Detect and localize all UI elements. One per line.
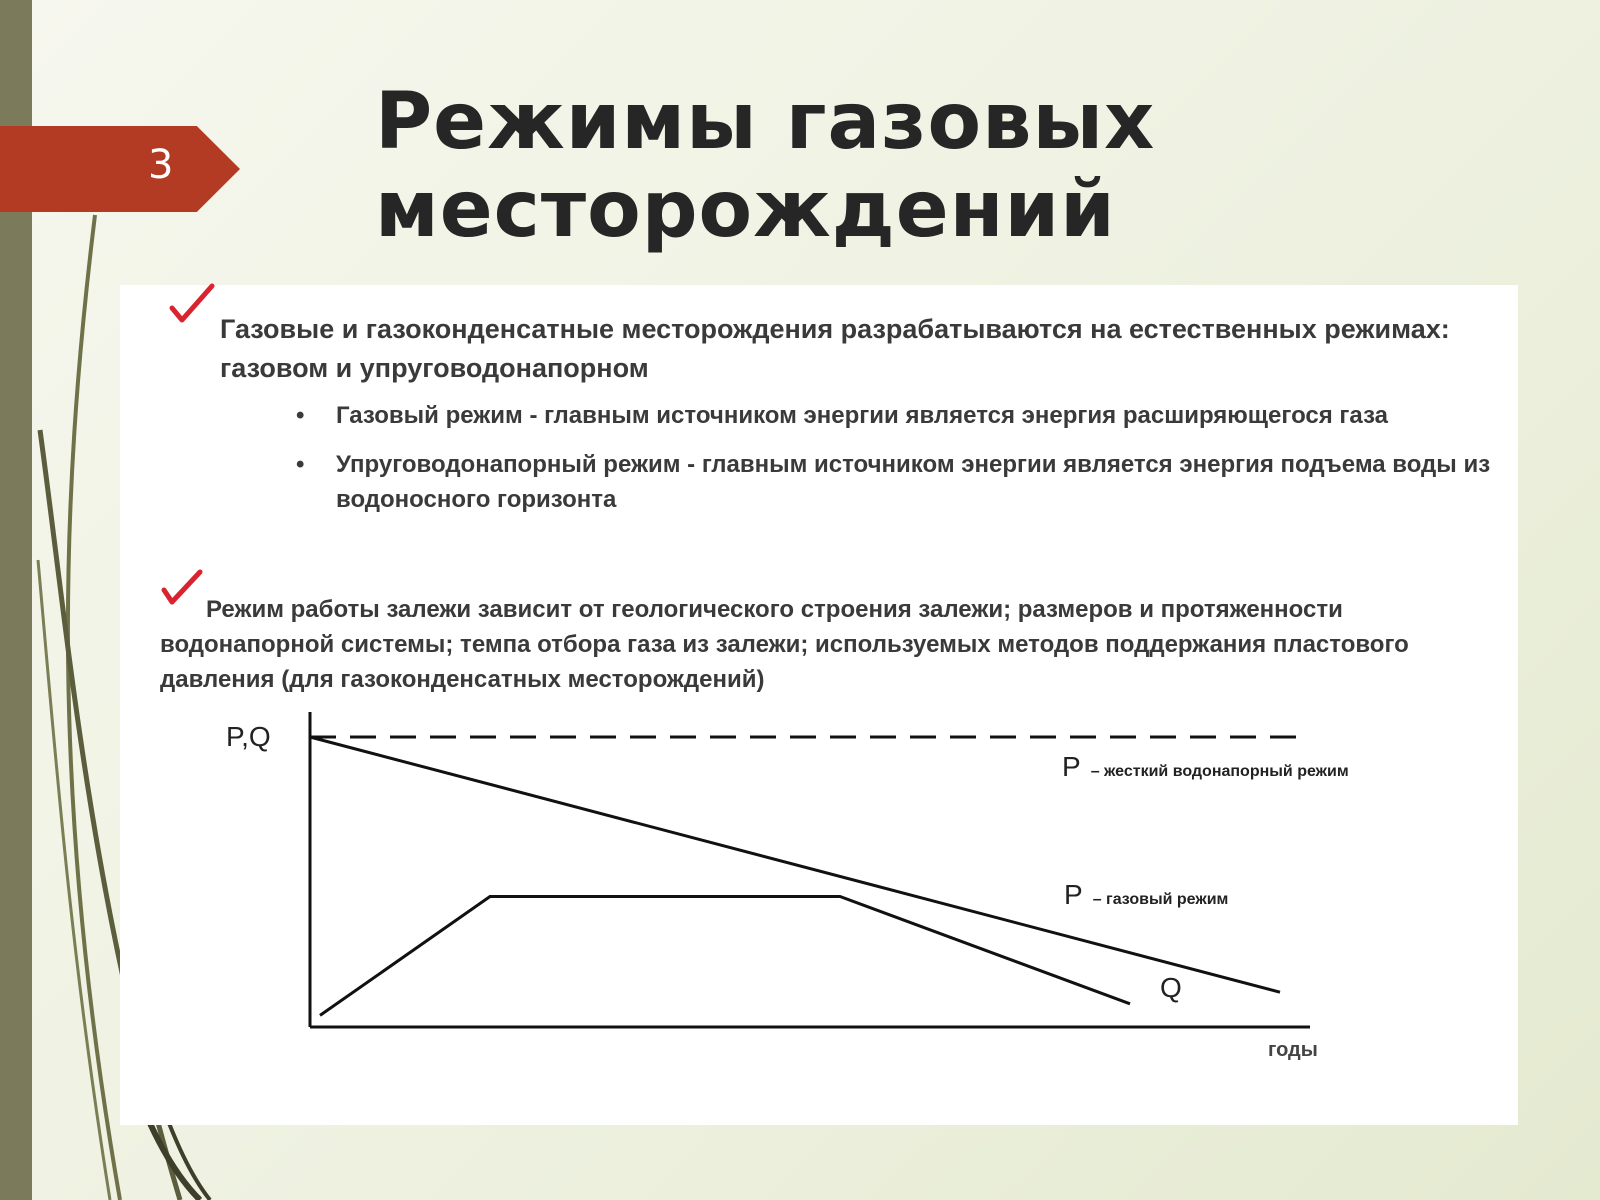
series-label-2 <box>1064 879 1228 910</box>
checkmark-icon <box>168 282 216 324</box>
slide-number-badge <box>0 126 240 212</box>
paragraph-gas-regimes: Газовые и газоконденсатные месторождения разрабатываются на естественных режимах: газовом и упруговодонапорном <box>220 314 1450 383</box>
slide-title-line-1: Режимы газовых <box>375 77 1156 167</box>
series-line-3 <box>320 897 1130 1016</box>
bullet-text-gas: Газовый режим - главным источником энергии является энергия расширяющегося газа <box>336 402 1389 429</box>
x-axis-label: годы <box>1268 1039 1318 1061</box>
list-item <box>296 447 1496 517</box>
series-caption-2: – газовый режим <box>1092 891 1229 908</box>
series-label-3 <box>1160 972 1182 1003</box>
series-caption-1: – жесткий водонапорный режим <box>1090 763 1349 780</box>
regime-chart <box>200 712 1400 1072</box>
bullet-list <box>296 398 1496 531</box>
slide-title-line-2: месторождений <box>375 165 1116 255</box>
bullet-dot-icon: • <box>296 402 305 429</box>
list-item <box>296 398 1496 433</box>
slide-number: 3 <box>148 142 174 188</box>
series-symbol-1: P <box>1062 751 1081 782</box>
series-symbol-3: Q <box>1160 972 1182 1003</box>
bullet-dot-icon: • <box>296 451 305 478</box>
y-axis-label: P,Q <box>226 721 271 752</box>
slide-title <box>375 78 1475 254</box>
series-label-1 <box>1062 751 1349 782</box>
series-symbol-2: P <box>1064 879 1083 910</box>
paragraph-regime-factors: Режим работы залежи зависит от геологического строения залежи; размеров и протяженности водонапорной системы; темпа отбора газа из залежи; используемых методов поддержания пластового давления (для газоконденсатных месторождений) <box>160 596 1409 693</box>
bullet-text-water: Упруговодонапорный режим - главным источником энергии является энергия подъема воды из водоносного горизонта <box>336 451 1491 513</box>
